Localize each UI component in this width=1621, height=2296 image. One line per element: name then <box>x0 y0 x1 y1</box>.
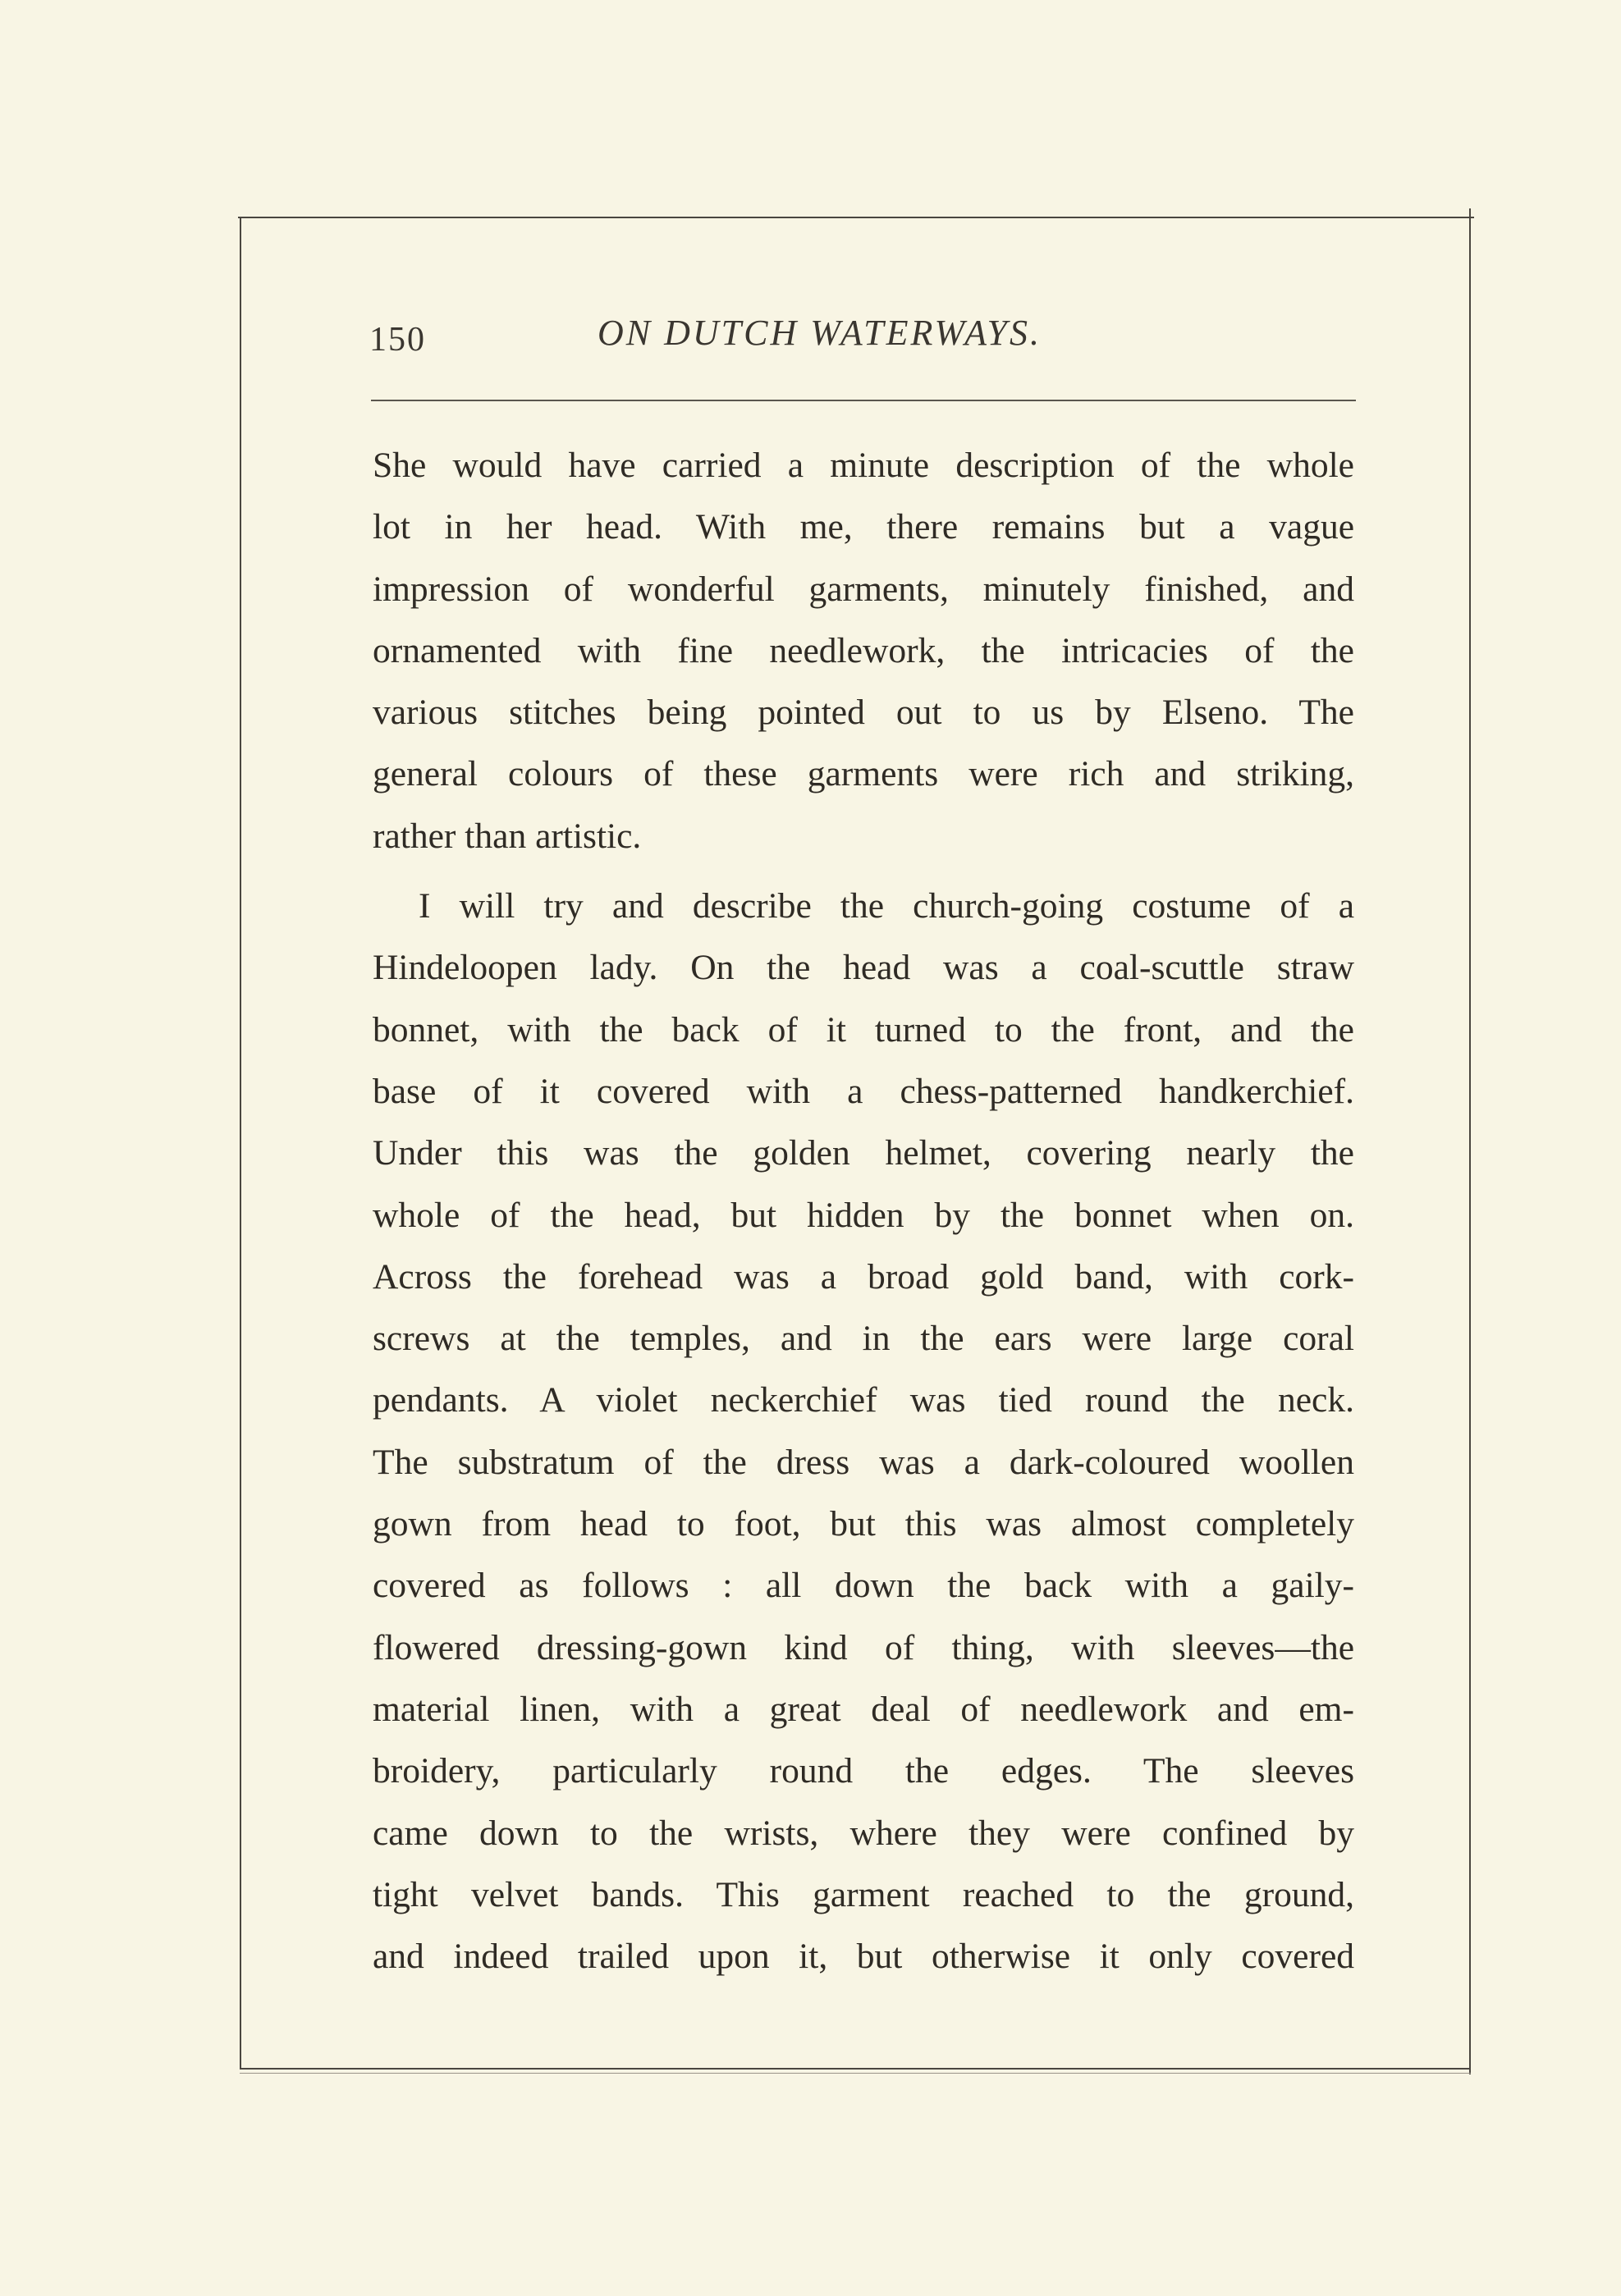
text-line: pendants. A violet neckerchief was tied round the neck. <box>373 1380 1354 1420</box>
text-line: gown from head to foot, but this was almost completely <box>373 1504 1354 1544</box>
text-line: lot in her head. With me, there remains but a vague <box>373 507 1354 547</box>
text-line: broidery, particularly round the edges. The sleeves <box>373 1751 1354 1791</box>
running-title: ON DUTCH WATERWAYS. <box>598 313 1042 353</box>
text-line: rather than artistic. <box>373 816 642 856</box>
text-line: and indeed trailed upon it, but otherwise it only covered <box>373 1937 1354 1977</box>
text-line: covered as follows : all down the back with a gaily- <box>373 1566 1354 1606</box>
frame-right-border <box>1469 208 1471 2074</box>
text-line: The substratum of the dress was a dark-coloured woollen <box>373 1442 1354 1482</box>
text-line: bonnet, with the back of it turned to the front, and the <box>373 1009 1354 1050</box>
text-line: various stitches being pointed out to us by Elseno. The <box>373 693 1354 733</box>
text-line: tight velvet bands. This garment reached to the ground, <box>373 1874 1354 1914</box>
page-header <box>369 312 1354 369</box>
body-text <box>373 435 1358 1996</box>
paragraph-2 <box>373 876 1358 1987</box>
frame-bottom-border <box>240 2068 1471 2070</box>
frame-left-border <box>240 218 241 2070</box>
header-rule <box>371 400 1356 401</box>
text-line: Under this was the golden helmet, covering nearly the <box>373 1133 1354 1173</box>
text-line: impression of wonderful garments, minutely finished, and <box>373 569 1354 609</box>
text-line: whole of the head, but hidden by the bonnet when on. <box>373 1195 1354 1235</box>
text-line: base of it covered with a chess-patterned handkerchief. <box>373 1071 1354 1111</box>
text-line: ornamented with fine needlework, the intricacies of the <box>373 630 1354 670</box>
text-line: came down to the wrists, where they were confined by <box>373 1813 1354 1853</box>
text-line: She would have carried a minute description of the whole <box>373 446 1354 485</box>
frame-bottom-border-shadow <box>240 2073 1471 2074</box>
text-line: Hindeloopen lady. On the head was a coal-scuttle straw <box>373 948 1354 988</box>
text-line: general colours of these garments were rich and striking, <box>373 754 1354 794</box>
text-line <box>373 876 1354 937</box>
page-number: 150 <box>369 321 426 359</box>
text-line: material linen, with a great deal of needlework and em- <box>373 1689 1354 1729</box>
frame-top-border <box>238 217 1474 218</box>
text-line: Across the forehead was a broad gold band, with cork- <box>373 1256 1354 1297</box>
paragraph-1 <box>373 435 1358 867</box>
text-line: flowered dressing-gown kind of thing, with sleeves—the <box>373 1627 1354 1667</box>
text-line: screws at the temples, and in the ears were large coral <box>373 1319 1354 1359</box>
text-line-content: I will try and describe the church-going costume of a <box>419 886 1354 926</box>
